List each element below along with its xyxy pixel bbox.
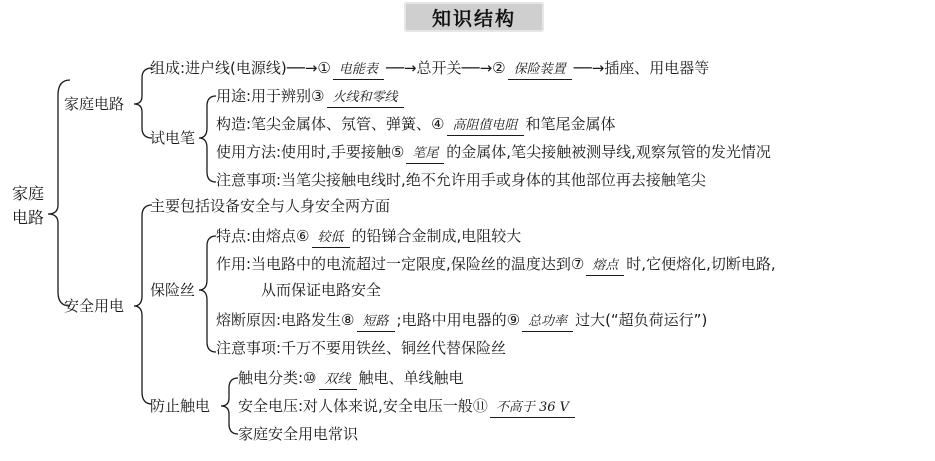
- answer-4: 高阻值电阻: [447, 117, 524, 136]
- root-label-line2: 电路: [12, 208, 45, 227]
- composition-row: [150, 58, 709, 80]
- fuse-cause-row: [216, 310, 707, 332]
- arrow: ──→: [385, 59, 417, 77]
- shock-voltage-row: [238, 396, 577, 418]
- fuse-function-row: [216, 254, 776, 276]
- fuse-feature-text: 特点:由熔点⑥: [216, 227, 310, 245]
- tester-brace: [199, 96, 216, 182]
- answer-1: 电能表: [333, 61, 384, 80]
- fuse-function-suffix: 时,它便熔化,切断电路,: [626, 255, 776, 273]
- arrow: ──→: [286, 59, 318, 77]
- shock-brace: [221, 378, 238, 434]
- tester-structure-text: 构造:笔尖金属体、氖管、弹簧、④: [216, 115, 445, 133]
- shock-types-row: [238, 368, 464, 390]
- fuse-feature-suffix: 的铅锑合金制成,电阻较大: [351, 227, 522, 245]
- answer-7: 熔点: [586, 257, 624, 276]
- shock-types-text: 触电分类:⑩: [238, 369, 317, 387]
- shock-types-suffix: 触电、单线触电: [358, 369, 464, 387]
- safety-brace: [134, 205, 152, 404]
- tester-structure-suffix: 和笔尾金属体: [525, 115, 616, 133]
- answer-5: 笔尾: [406, 145, 444, 164]
- fuse-label: 保险丝: [150, 281, 196, 299]
- answer-9: 总功率: [522, 313, 573, 332]
- answer-11: 不高于 36 V: [490, 399, 575, 418]
- answer-10: 双线: [319, 371, 357, 390]
- root-label-line1: 家庭: [12, 184, 45, 203]
- section-title: 知识结构: [404, 2, 544, 32]
- tester-method-row: [216, 142, 771, 164]
- composition-suffix: 插座、用电器等: [604, 59, 710, 77]
- composition-prefix: 组成:进户线(电源线): [150, 59, 287, 77]
- fuse-function-text: 作用:当电路中的电流超过一定限度,保险丝的温度达到⑦: [216, 255, 585, 273]
- household-label: 家庭电路: [64, 95, 125, 113]
- fuse-function-line2: 从而保证电路安全: [261, 281, 382, 299]
- tester-notes-row: 注意事项:当笔尖接触电线时,绝不允许用手或身体的其他部位再去接触笔尖: [216, 171, 706, 189]
- arrow: ──→: [573, 59, 605, 77]
- composition-mid: 总开关: [416, 59, 462, 77]
- shock-voltage-text: 安全电压:对人体来说,安全电压一般⑪: [238, 397, 488, 415]
- fuse-notes-row: 注意事项:千万不要用铁丝、铜丝代替保险丝: [216, 339, 507, 357]
- fuse-brace: [199, 236, 216, 352]
- tester-method-suffix: 的金属体,笔尖接触被测导线,观察氖管的发光情况: [446, 143, 771, 161]
- answer-8: 短路: [357, 313, 395, 332]
- tester-structure-row: [216, 114, 616, 136]
- safety-label: 安全用电: [64, 297, 125, 315]
- tester-label: 试电笔: [150, 129, 196, 147]
- shock-label: 防止触电: [150, 397, 211, 415]
- answer-number: ①: [317, 59, 331, 77]
- tester-use-text: 用途:用于辨别③: [216, 87, 325, 105]
- fuse-feature-row: [216, 226, 521, 248]
- answer-6: 较低: [312, 229, 350, 248]
- answer-3: 火线和零线: [327, 89, 404, 108]
- fuse-cause-mid: ;电路中用电器的⑨: [396, 311, 521, 329]
- shock-knowledge-row: 家庭安全用电常识: [238, 425, 359, 443]
- answer-2: 保险装置: [508, 61, 572, 80]
- fuse-cause-suffix: 过大(“超负荷运行”): [575, 311, 708, 329]
- answer-number: ②: [492, 59, 506, 77]
- tester-use-row: [216, 86, 406, 108]
- fuse-cause-text: 熔断原因:电路发生⑧: [216, 311, 355, 329]
- arrow: ──→: [461, 59, 493, 77]
- tester-method-text: 使用方法:使用时,手要接触⑤: [216, 143, 405, 161]
- safety-intro: 主要包括设备安全与人身安全两方面: [150, 197, 391, 215]
